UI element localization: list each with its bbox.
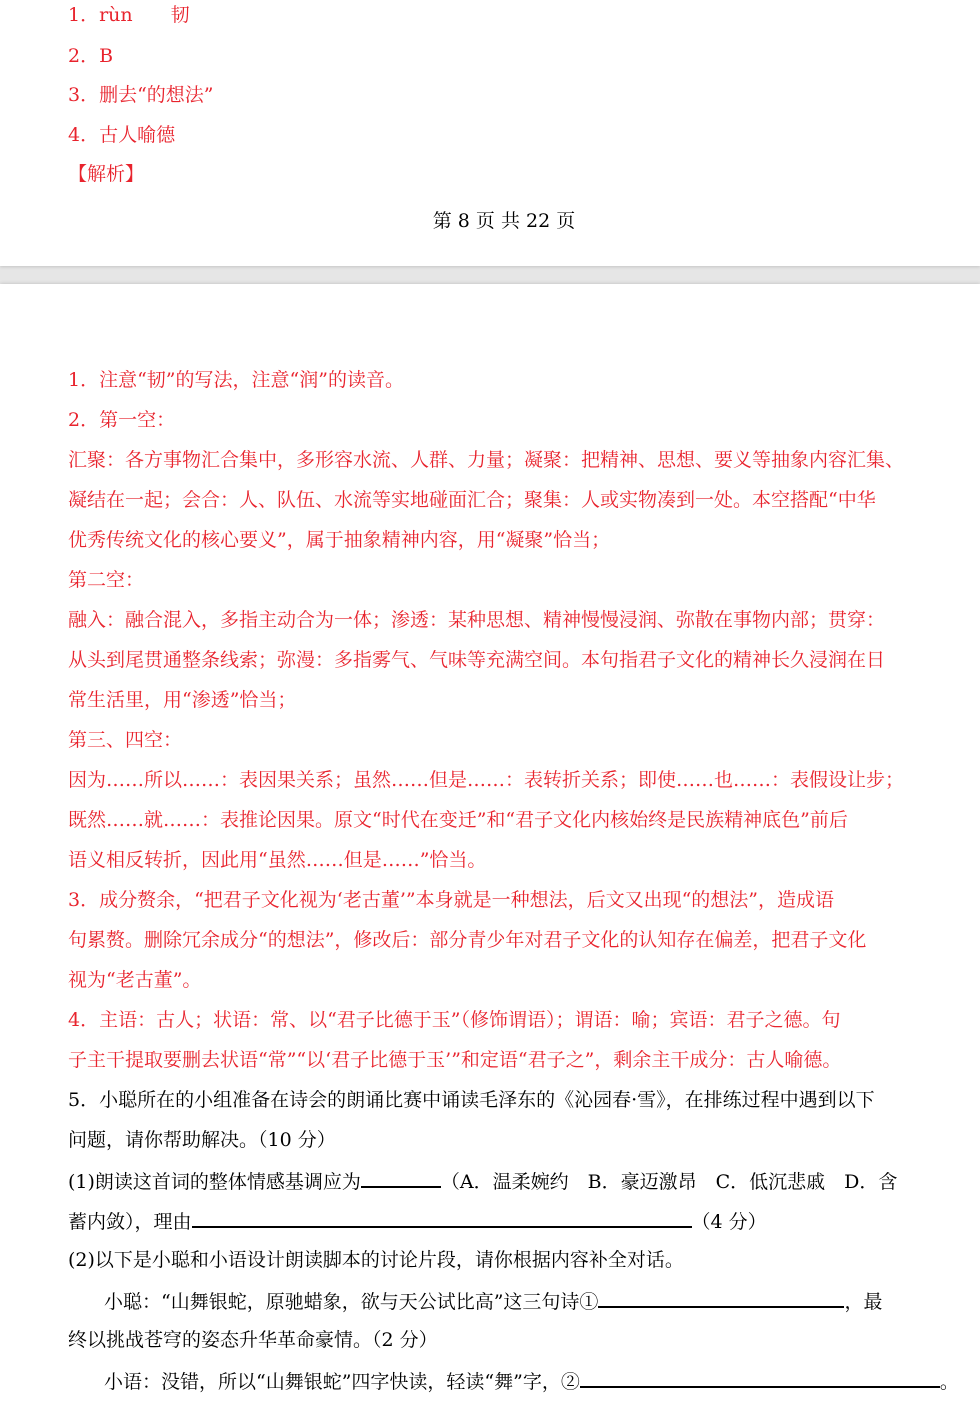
q1-prefix: (1)朗读这首词的整体情感基调应为 (68, 1171, 361, 1193)
q1-score: （4 分） (691, 1211, 767, 1233)
analysis-line-10: 第三、四空： (68, 729, 183, 751)
analysis-line-4: 凝结在一起；会合：人、队伍、水流等实地碰面汇合；聚集：人或实物凑到一处。本空搭配“中华 (68, 489, 876, 511)
q1-options: （A．温柔婉约 B．豪迈激昂 C．低沉悲戚 D．含 (440, 1171, 898, 1193)
answer-1: 1．rùn 韧 (68, 4, 190, 26)
document-page-8 (0, 0, 980, 266)
analysis-line-3: 汇聚：各方事物汇合集中，多形容水流、人群、力量；凝聚：把精神、思想、要义等抽象内容汇集、 (68, 449, 905, 471)
analysis-line-13: 语义相反转折，因此用“虽然……但是……”恰当。 (68, 849, 487, 871)
analysis-line-16: 视为“老古董”。 (68, 969, 202, 991)
answer-blank-reason[interactable] (192, 1208, 692, 1228)
answer-2: 2．B (68, 45, 114, 67)
xiaocong-suffix: ，最 (844, 1291, 883, 1313)
xiaoyu-dialogue (104, 1368, 959, 1394)
analysis-line-17: 4．主语：古人；状语：常、以“君子比德于玉”（修饰谓语）；谓语：喻；宾语：君子之德。句 (68, 1009, 841, 1031)
analysis-label: 【解析】 (68, 163, 145, 185)
page-footer: 第 8 页 共 22 页 (432, 210, 576, 232)
analysis-line-15: 句累赘。删除冗余成分“的想法”，修改后：部分青少年对君子文化的认知存在偏差，把君子文化 (68, 929, 867, 951)
question-5-1 (68, 1168, 897, 1194)
answer-blank-2[interactable] (580, 1368, 940, 1388)
question-5-line-2: 问题，请你帮助解决。（10 分） (68, 1129, 336, 1151)
analysis-line-2: 2．第一空： (68, 409, 176, 431)
analysis-line-5: 优秀传统文化的核心要义”，属于抽象精神内容，用“凝聚”恰当； (68, 529, 611, 551)
xiaocong-dialogue-line-2: 终以挑战苍穹的姿态升华革命豪情。（2 分） (68, 1329, 438, 1351)
analysis-line-14: 3．成分赘余，“把君子文化视为‘老古董’”本身就是一种想法，后文又出现“的想法”，造成语 (68, 889, 835, 911)
analysis-line-6: 第二空： (68, 569, 145, 591)
analysis-line-11: 因为……所以……：表因果关系；虽然……但是……：表转折关系；即使……也……：表假设让步； (68, 769, 905, 791)
analysis-line-1: 1．注意“韧”的写法，注意“润”的读音。 (68, 369, 404, 391)
answer-4: 4．古人喻德 (68, 124, 176, 146)
analysis-line-8: 从头到尾贯通整条线索；弥漫：多指雾气、气味等充满空间。本句指君子文化的精神长久浸润在日 (68, 649, 886, 671)
answer-blank-tone[interactable] (361, 1168, 441, 1188)
question-5-1-line-2 (68, 1208, 767, 1234)
xiaocong-prefix: 小聪：“山舞银蛇，原驰蜡象，欲与天公试比高”这三句诗① (104, 1291, 599, 1313)
analysis-line-18: 子主干提取要删去状语“常”“以‘君子比德于玉’”和定语“君子之”，剩余主干成分：古人喻德。 (68, 1049, 842, 1071)
answer-blank-1[interactable] (598, 1288, 844, 1308)
xiaocong-dialogue (104, 1288, 882, 1314)
question-5-line-1: 5．小聪所在的小组准备在诗会的朗诵比赛中诵读毛泽东的《沁园春·雪》，在排练过程中遇到以下 (68, 1089, 875, 1111)
analysis-line-9: 常生活里，用“渗透”恰当； (68, 689, 297, 711)
document-page-9 (0, 284, 980, 1406)
analysis-line-12: 既然……就……：表推论因果。原文“时代在变迁”和“君子文化内核始终是民族精神底色”前后 (68, 809, 848, 831)
question-5-2: (2)以下是小聪和小语设计朗读脚本的讨论片段，请你根据内容补全对话。 (68, 1249, 684, 1271)
xiaoyu-suffix: 。 (939, 1371, 959, 1393)
answer-3: 3．删去“的想法” (68, 84, 214, 106)
analysis-line-7: 融入：融合混入，多指主动合为一体；渗透：某种思想、精神慢慢浸润、弥散在事物内部；贯穿： (68, 609, 886, 631)
xiaoyu-prefix: 小语：没错，所以“山舞银蛇”四字快读，轻读“舞”字，② (104, 1371, 580, 1393)
q1-line2-prefix: 蓄内敛），理由 (68, 1211, 192, 1233)
